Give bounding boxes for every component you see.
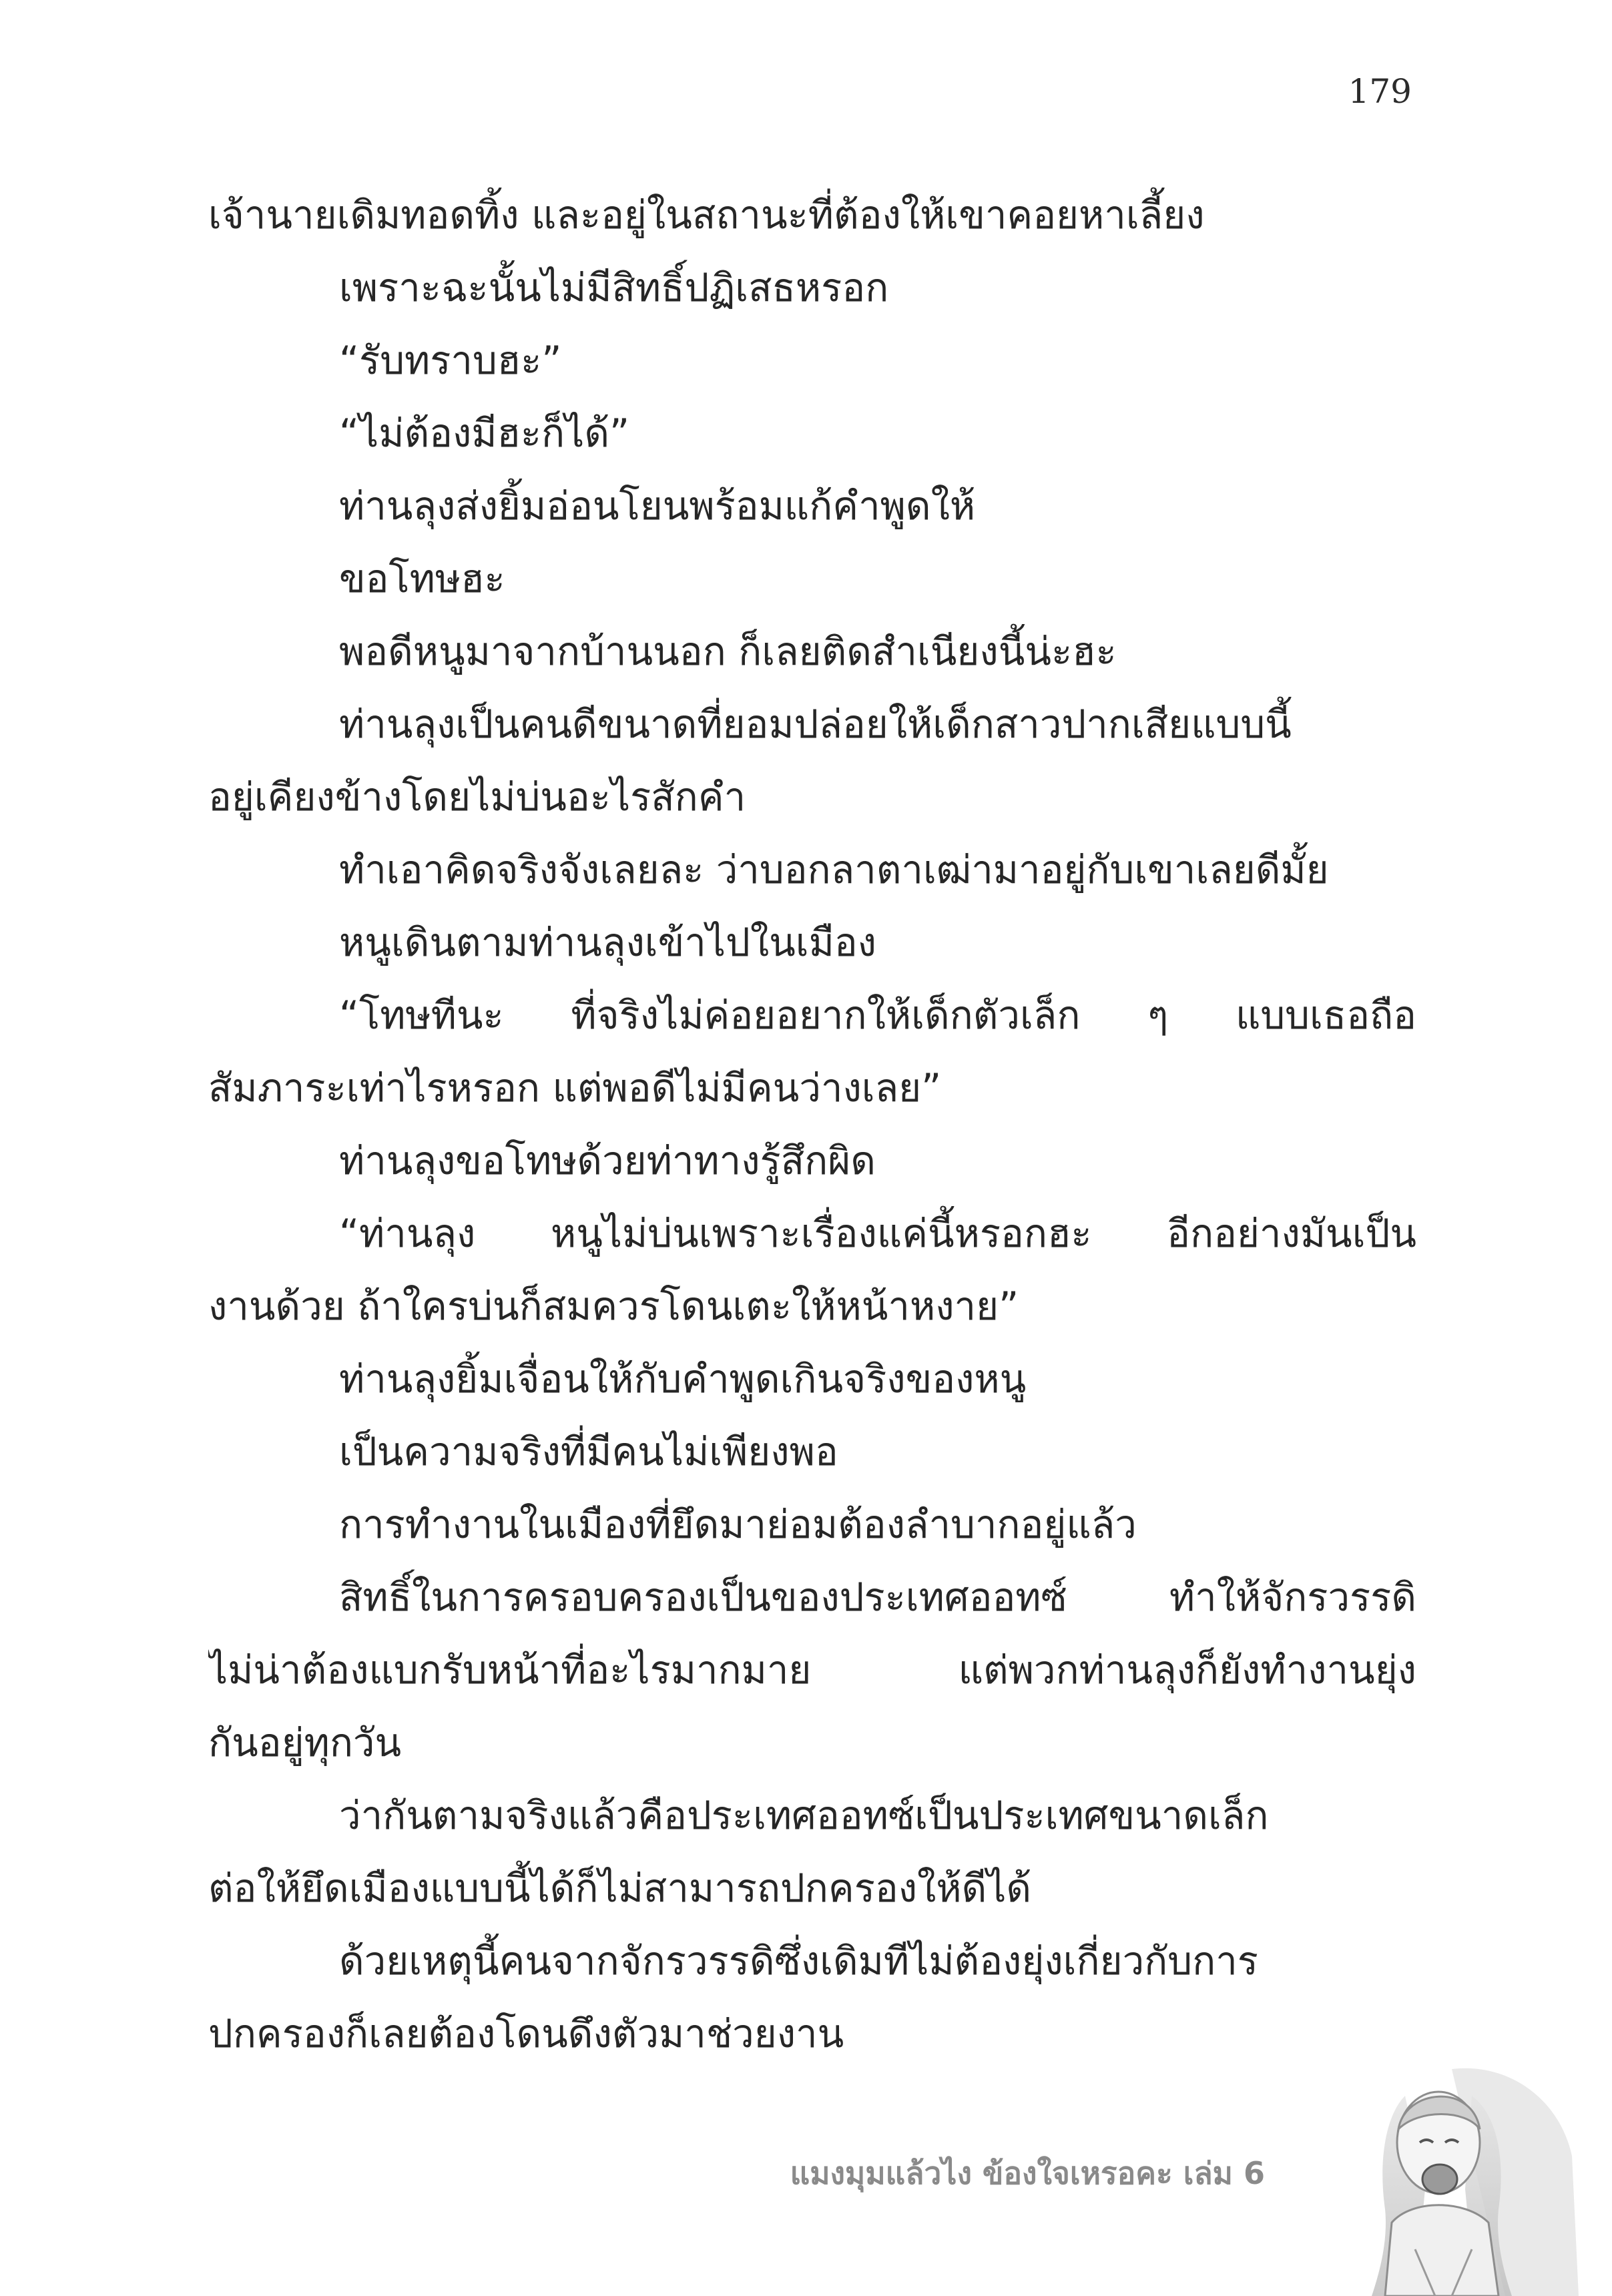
- paragraph-line: สัมภาระเท่าไรหรอก แต่พอดีไม่มีคนว่างเลย”: [208, 1065, 942, 1111]
- paragraph-line: เจ้านายเดิมทอดทิ้ง และอยู่ในสถานะที่ต้องให้เขาคอยหาเลี้ยง: [208, 192, 1205, 238]
- paragraph-line: ทำเอาคิดจริงจังเลยละ ว่าบอกลาตาเฒ่ามาอยู่กับเขาเลยดีมั้ย: [339, 847, 1329, 892]
- paragraph-line: “โทษทีนะ ที่จริงไม่ค่อยอยากให้เด็กตัวเล็ก ๆ แบบเธอถือ: [339, 992, 1416, 1038]
- paragraph-line: สิทธิ์ในการครอบครองเป็นของประเทศออทซ์ ทำให้จักรวรรดิ: [339, 1574, 1416, 1620]
- paragraph-line: ต่อให้ยึดเมืองแบบนี้ได้ก็ไม่สามารถปกครองให้ดีได้: [208, 1866, 1032, 1911]
- paragraph-line: ไม่น่าต้องแบกรับหน้าที่อะไรมากมาย แต่พวกท่านลุงก็ยังทำงานยุ่ง: [208, 1647, 1416, 1693]
- paragraph-line: ท่านลุงยิ้มเจื่อนให้กับคำพูดเกินจริงของหนู: [339, 1356, 1027, 1402]
- paragraph-line: เป็นความจริงที่มีคนไม่เพียงพอ: [339, 1429, 838, 1474]
- page-number: 179: [1348, 72, 1412, 111]
- paragraph-line: ว่ากันตามจริงแล้วคือประเทศออทซ์เป็นประเทศขนาดเล็ก: [339, 1793, 1269, 1838]
- paragraph-line: เพราะฉะนั้นไม่มีสิทธิ์ปฏิเสธหรอก: [339, 265, 889, 310]
- footer-book-title: แมงมุมแล้วไง ข้องใจเหรอคะ เล่ม 6: [790, 2155, 1265, 2191]
- paragraph-line: “ไม่ต้องมีฮะก็ได้”: [339, 410, 630, 456]
- paragraph-line: “ท่านลุง หนูไม่บ่นเพราะเรื่องแค่นี้หรอกฮะ อีกอย่างมันเป็น: [339, 1211, 1416, 1256]
- character-illustration-icon: [1305, 2056, 1585, 2296]
- paragraph-line: ขอโทษฮะ: [339, 556, 505, 601]
- paragraph-line: ท่านลุงเป็นคนดีขนาดที่ยอมปล่อยให้เด็กสาวปากเสียแบบนี้: [339, 701, 1292, 747]
- paragraph-line: งานด้วย ถ้าใครบ่นก็สมควรโดนเตะให้หน้าหงาย”: [208, 1283, 1019, 1329]
- paragraph-line: อยู่เคียงข้างโดยไม่บ่นอะไรสักคำ: [208, 774, 746, 820]
- paragraph-line: หนูเดินตามท่านลุงเข้าไปในเมือง: [339, 920, 877, 965]
- paragraph-line: ปกครองก็เลยต้องโดนดึงตัวมาช่วยงาน: [208, 2011, 844, 2056]
- paragraph-line: กันอยู่ทุกวัน: [208, 1720, 402, 1765]
- paragraph-line: พอดีหนูมาจากบ้านนอก ก็เลยติดสำเนียงนี้น่ะฮะ: [339, 629, 1117, 674]
- paragraph-line: การทำงานในเมืองที่ยึดมาย่อมต้องลำบากอยู่แล้ว: [339, 1502, 1137, 1547]
- paragraph-line: ท่านลุงขอโทษด้วยท่าทางรู้สึกผิด: [339, 1138, 876, 1183]
- paragraph-line: ด้วยเหตุนี้คนจากจักรวรรดิซึ่งเดิมทีไม่ต้องยุ่งเกี่ยวกับการ: [339, 1938, 1258, 1984]
- paragraph-line: “รับทราบฮะ”: [339, 338, 562, 383]
- body-text: [208, 179, 1416, 2070]
- paragraph-line: ท่านลุงส่งยิ้มอ่อนโยนพร้อมแก้คำพูดให้: [339, 483, 976, 529]
